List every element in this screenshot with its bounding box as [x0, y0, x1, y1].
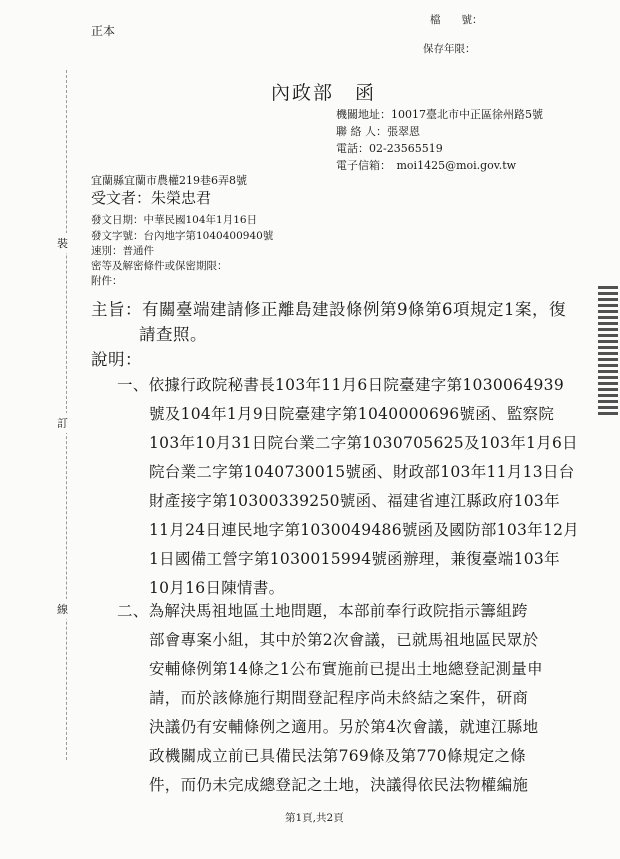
item2-line: 請，而於該條施行期間登記程序尚未終結之案件，研商: [149, 689, 529, 707]
document-title: 內政部 函: [271, 82, 377, 104]
item2-line: 件，而仍未完成總登記之土地，決議得依民法物權編施: [149, 776, 529, 794]
item2-line: 政機關成立前已具備民法第769條及第770條規定之條: [149, 747, 526, 765]
binding-char-ding: 訂: [57, 413, 68, 433]
subject-line-1: 主旨：有關臺端建請修正離島建設條例第9條第6項規定1案，復: [91, 300, 566, 319]
subject-line-2: 請查照。: [139, 325, 207, 344]
item1-line: 院台業二字第1040730015號函、財政部103年11月13日台: [149, 463, 575, 481]
item2-line: 決議仍有安輔條例之適用。另於第4次會議，就連江縣地: [149, 718, 539, 736]
copy-type: 正本: [91, 24, 116, 38]
edge-stamp-mark: [598, 286, 618, 416]
page-number: 第1頁,共2頁: [285, 812, 344, 824]
item1-line: 一、依據行政院秘書長103年11月6日院臺建字第1030064939: [117, 376, 564, 394]
item1-line: 11月24日連民地字第1030049486號函及國防部103年12月: [149, 521, 580, 539]
item1-line: 1日國備工營字第1030015994號函辦理，兼復臺端103年: [149, 550, 560, 568]
agency-contact: 聯 絡 人：張翠恩: [336, 125, 420, 138]
item2-line: 安輔條例第14條之1公布實施前已提出土地總登記測量申: [149, 660, 543, 678]
secrecy-level: 密等及解密條件或保密期限：: [91, 260, 228, 272]
delivery-speed: 速別：普通件: [91, 245, 154, 257]
item1-line: 103年10月31日院台業二字第1030705625及103年1月6日: [149, 434, 578, 452]
binding-char-xian: 線: [57, 599, 68, 619]
agency-email: 電子信箱： moi1425@moi.gov.tw: [336, 159, 517, 172]
binding-char-zhuang: 裝: [57, 233, 68, 253]
issue-date: 發文日期：中華民國104年1月16日: [91, 214, 258, 226]
document-number: 發文字號：台內地字第1040400940號: [91, 230, 274, 242]
explanation-label: 說明：: [91, 350, 142, 369]
recipient-name: 受文者：朱榮忠君: [91, 189, 212, 207]
item1-line: 財產接字第10300339250號函、福建省連江縣政府103年: [149, 492, 560, 510]
attachment: 附件：: [91, 275, 123, 287]
item1-line: 10月16日陳情書。: [149, 579, 285, 597]
agency-phone: 電話：02-23565519: [336, 142, 443, 155]
agency-address: 機關地址：10017臺北市中正區徐州路5號: [336, 108, 543, 121]
recipient-address: 宜蘭縣宜蘭市農權219巷6弄8號: [91, 174, 247, 187]
retention-label: 保存年限：: [423, 43, 476, 55]
file-number-label: 檔 號：: [430, 14, 483, 26]
item2-line: 部會專案小組，其中於第2次會議，已就馬祖地區民眾於: [149, 631, 539, 649]
item2-line: 二、為解決馬祖地區土地問題，本部前奉行政院指示籌組跨: [117, 602, 528, 620]
item1-line: 號及104年1月9日院臺建字第1040000696號函、監察院: [149, 405, 555, 423]
